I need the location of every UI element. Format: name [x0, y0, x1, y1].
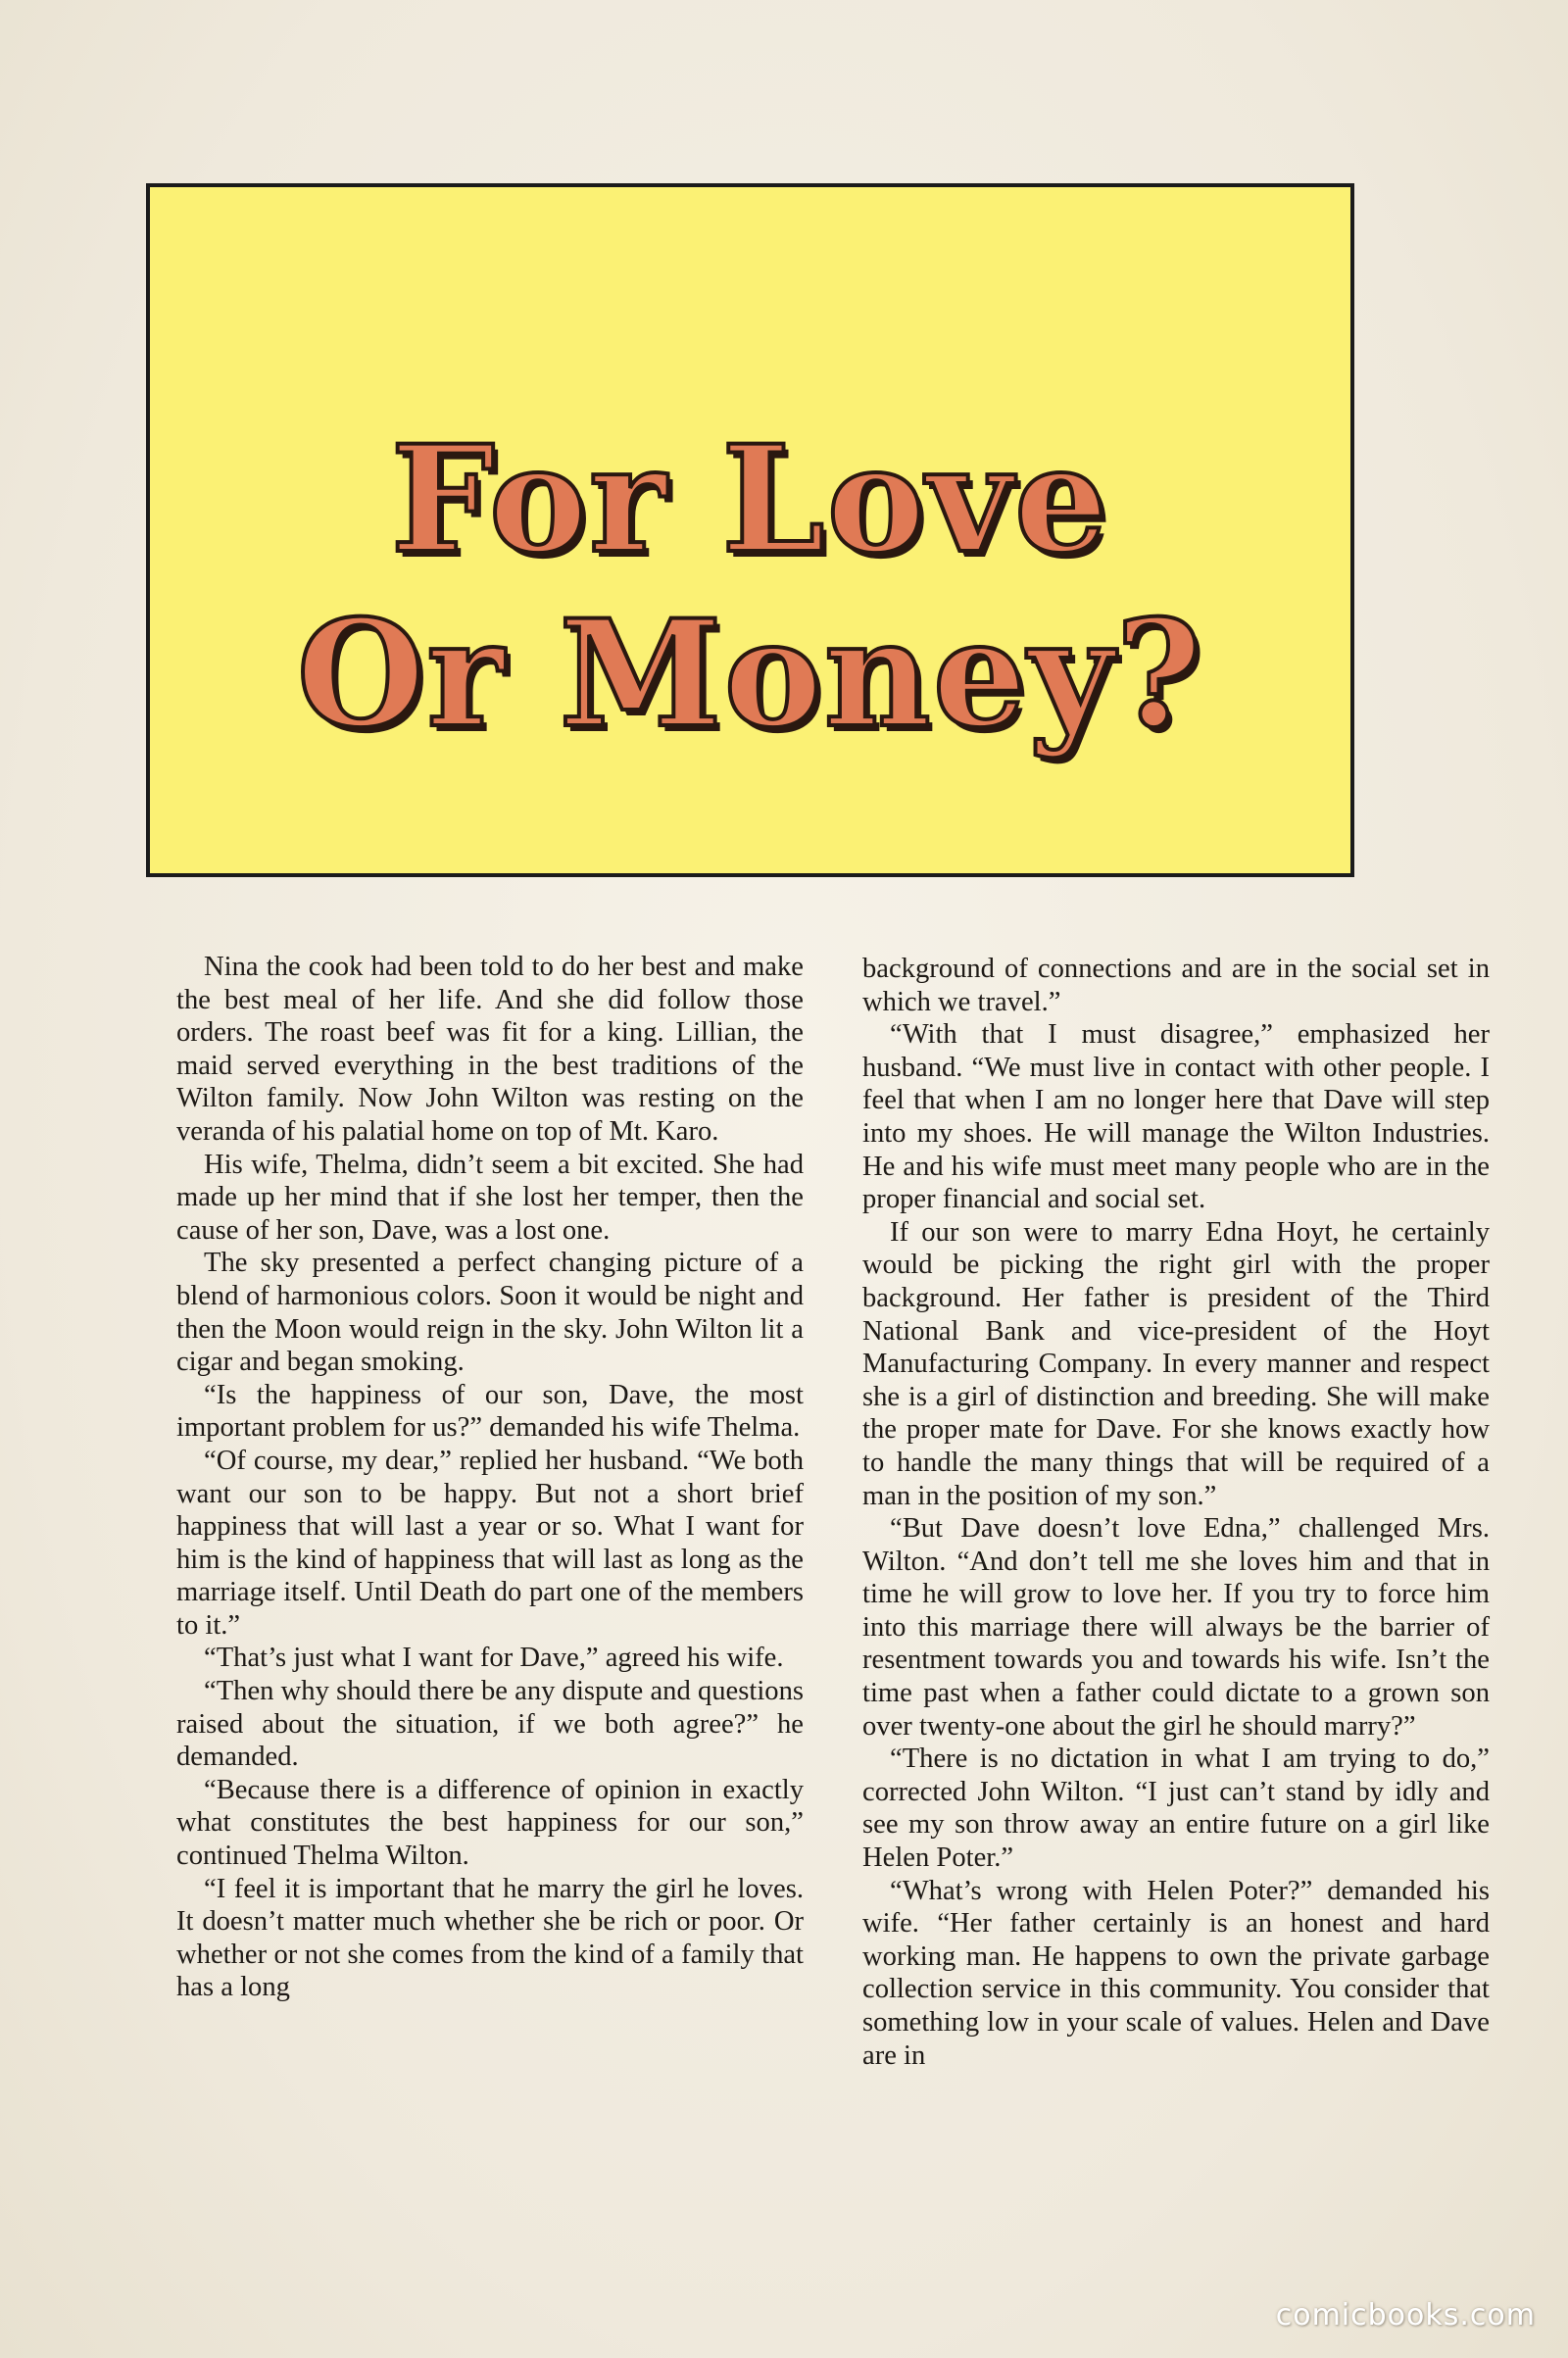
paragraph: His wife, Thelma, didn’t seem a bit excited. She had made up her mind that if she lost her temper, then the cause of her son, Dave, was a lost one. [176, 1149, 804, 1246]
title-panel [146, 183, 1354, 877]
paragraph: “Is the happiness of our son, Dave, the most important problem for us?” demanded his wife Thelma. [176, 1379, 804, 1444]
paragraph: “But Dave doesn’t love Edna,” challenged Mrs. Wilton. “And don’t tell me she loves him and that in time he will grow to love her. If you try to force him into this marriage there will always be the barrier of resentment towards you and towards his wife. Isn’t the time past when a father could dictate to a grown son over twenty-one about the girl he should marry?” [862, 1513, 1490, 1742]
paragraph-continuation: background of connections and are in the social set in which we travel.” [862, 954, 1490, 1017]
paragraph: “I feel it is important that he marry the girl he loves. It doesn’t matter much whether she be rich or poor. Or whether or not she comes from the kind of a family that has a long [176, 1873, 804, 2003]
left-text-column [176, 951, 804, 2004]
paragraph: “Then why should there be any dispute and questions raised about the situation, if we both agree?” he demanded. [176, 1676, 804, 1773]
title-line-1: For Love [390, 414, 1110, 586]
paragraph: “What’s wrong with Helen Poter?” demanded his wife. “Her father certainly is an honest and hard working man. He happens to own the private garbage collection service in this community. You consider that something low in your scale of values. Helen and Dave are in [862, 1875, 1490, 2071]
paragraph: The sky presented a perfect changing picture of a blend of harmonious colors. Soon it would be night and then the Moon would reign in the sky. John Wilton lit a cigar and began smoking. [176, 1248, 804, 1378]
right-text-column [862, 953, 1490, 2072]
story-title [150, 413, 1350, 761]
paragraph: “There is no dictation in what I am trying to do,” corrected John Wilton. “I just can’t stand by idly and see my son throw away an entire future on a girl like Helen Poter.” [862, 1744, 1490, 1874]
paragraph: “Of course, my dear,” replied her husband. “We both want our son to be happy. But not a short brief happiness that will last a year or so. What I want for him is the kind of happiness that will last as long as the marriage itself. Until Death do part one of the members to it.” [176, 1445, 804, 1641]
paragraph: “That’s just what I want for Dave,” agreed his wife. [204, 1643, 784, 1674]
source-watermark: comicbooks.com [1275, 2298, 1536, 2333]
paragraph: “With that I must disagree,” emphasized her husband. “We must live in contact with other people. I feel that when I am no longer here that Dave will step into my shoes. He will manage the Wilton Industries. He and his wife must meet many people who are in the proper financial and social set. [862, 1019, 1490, 1215]
title-line-2: Or Money? [296, 588, 1204, 761]
paragraph: “Because there is a difference of opinion in exactly what constitutes the best happiness for our son,” continued Thelma Wilton. [176, 1774, 804, 1872]
paragraph: If our son were to marry Edna Hoyt, he certainly would be picking the right girl with the proper background. Her father is president of the Third National Bank and vice-president of the Hoyt Manufacturing Company. In every manner and respect she is a girl of distinction and breeding. She will make the proper mate for Dave. For she knows exactly how to handle the many things that will be required of a man in the position of my son.” [862, 1216, 1490, 1511]
paragraph: Nina the cook had been told to do her best and make the best meal of her life. And she did follow those orders. The roast beef was fit for a king. Lillian, the maid served everything in the best traditions of the Wilton family. Now John Wilton was resting on the veranda of his palatial home on top of Mt. Karo. [176, 952, 804, 1147]
